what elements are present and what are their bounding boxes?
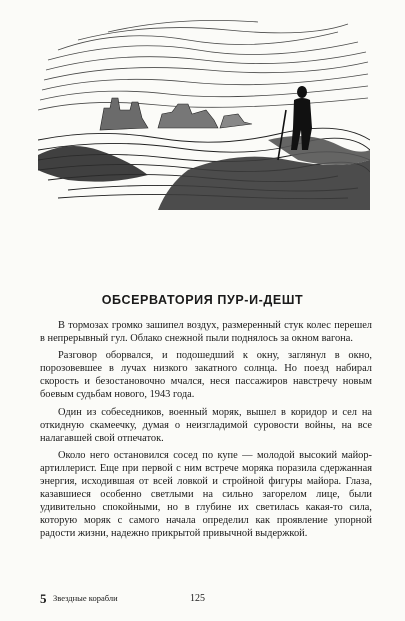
paragraph: Один из собеседников, военный моряк, вышел в коридор и сел на откидную скамеечку, думая о неизгладимой суровости войны, на все налагавшей свой отпечаток. — [40, 406, 372, 444]
rock-masses — [38, 136, 370, 210]
paragraph: Разговор оборвался, и подошедший к окну, заглянул в окно, порозовевшее в лучах низкого закатного солнца. Но поезд набирал скорость и безостановочно мчался, неся пассажиров навстречу новым боевым судьбам нового, 1943 года. — [40, 350, 372, 401]
signature-number: 5 — [40, 591, 47, 606]
page-number: 125 — [190, 593, 205, 604]
header-illustration — [38, 10, 370, 210]
chapter-title: ОБСЕРВАТОРИЯ ПУР-И-ДЕШТ — [101, 293, 304, 307]
signature-title: Звездные корабли — [53, 593, 118, 603]
paragraph: Около него остановился сосед по купе — молодой высокий майор-артиллерист. Еще при первой с ним встрече моряка поразила сдержанная энергия, исходившая от всей ловкой и стройной фигуры майора. Глаза, казавшиеся особенно светлыми на сильно загорелом лице, были удивительно спокойными, но в глубине их светилась какая-то сила, которую моряк с самого начала определил как проявление упорной радости жизни, надежно прикрытой привычной выдержкой. — [40, 449, 372, 540]
body-text — [40, 319, 372, 545]
sky-hatching — [38, 20, 368, 110]
page-footer — [40, 593, 372, 607]
paragraph: В тормозах громко зашипел воздух, размеренный стук колес перешел в непрерывный гул. Облако снежной пыли поднялось за окном вагона. — [40, 320, 372, 345]
